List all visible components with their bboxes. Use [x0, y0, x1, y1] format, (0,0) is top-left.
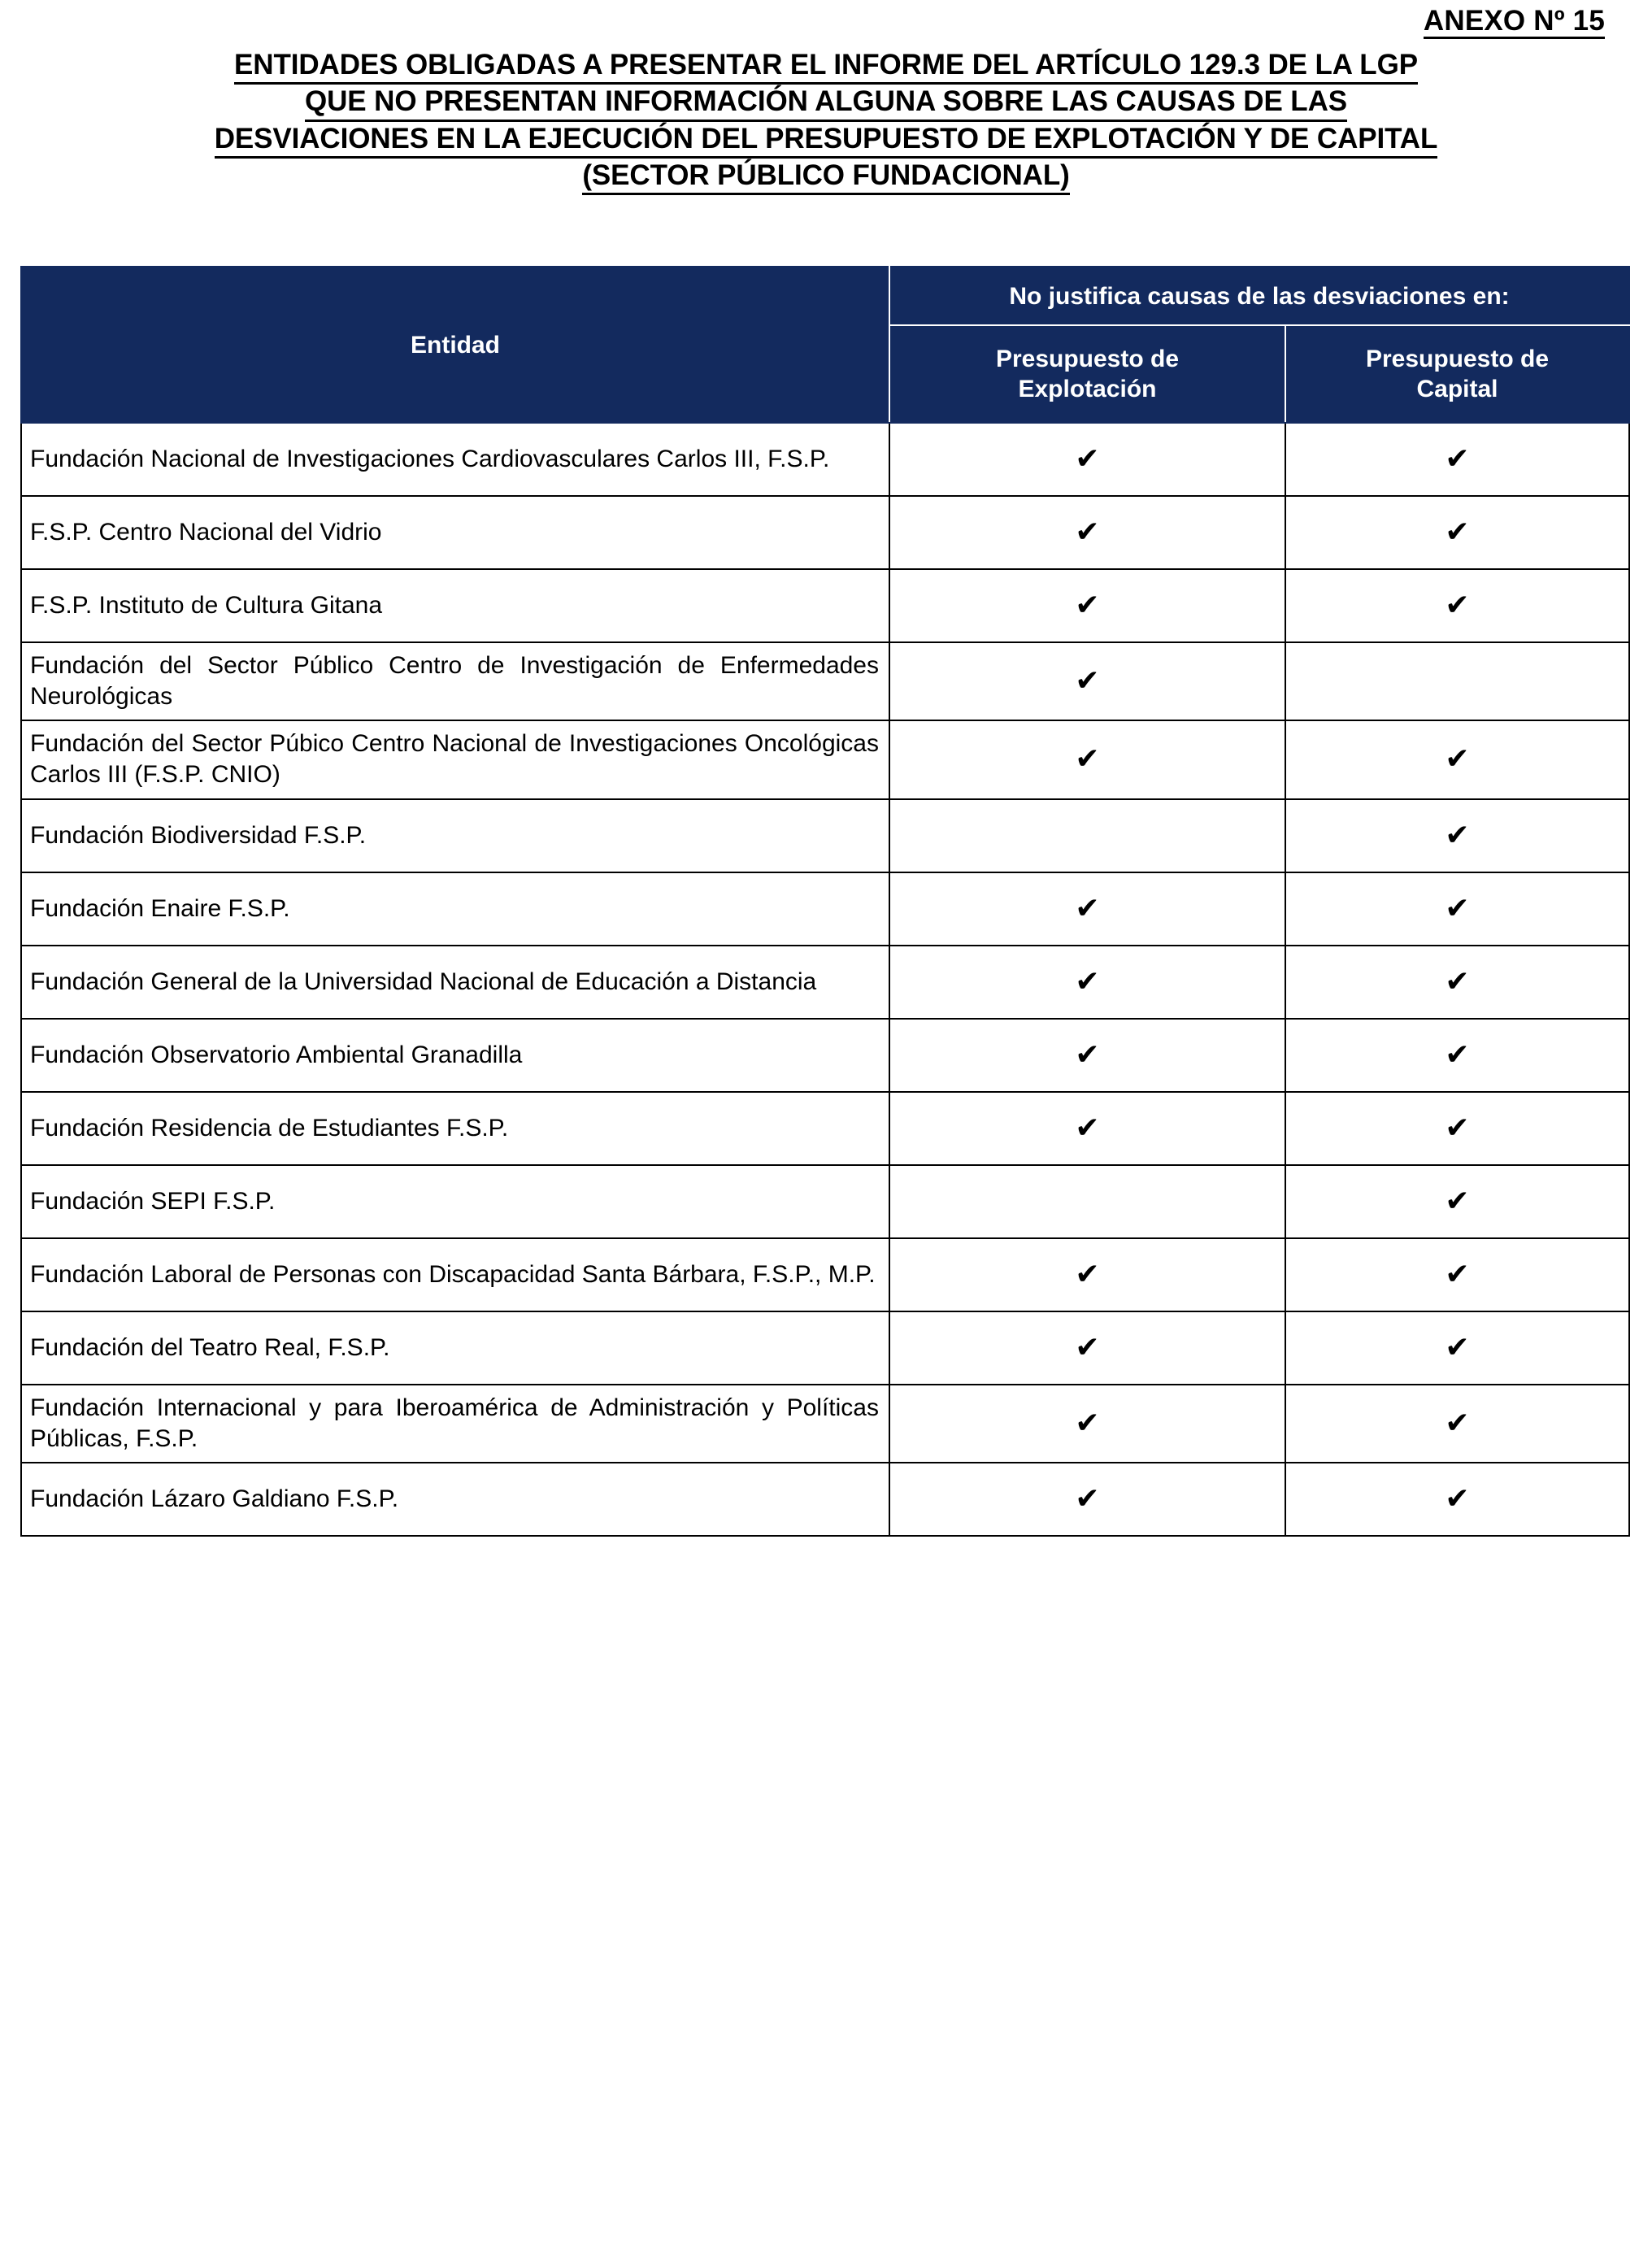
title-line-2-text: QUE NO PRESENTAN INFORMACIÓN ALGUNA SOBRE LAS CAUSAS DE LAS [305, 85, 1347, 121]
check-icon: ✔ [1445, 1037, 1470, 1072]
cell-entity-name: Fundación Nacional de Investigaciones Cardiovasculares Carlos III, F.S.P. [21, 423, 889, 496]
entities-table [20, 266, 1630, 1537]
title-line-4 [20, 159, 1632, 195]
column-header-entidad: Entidad [21, 267, 889, 423]
check-icon: ✔ [1075, 1481, 1100, 1516]
check-icon: ✔ [1445, 891, 1470, 925]
column-header-group: No justifica causas de las desviaciones en: [889, 267, 1629, 325]
anexo-number [20, 0, 1632, 39]
table-row [21, 872, 1629, 946]
cell-entity-name: Fundación SEPI F.S.P. [21, 1165, 889, 1238]
cell-entity-name: F.S.P. Centro Nacional del Vidrio [21, 496, 889, 569]
cell-presupuesto-explotacion [889, 1311, 1285, 1385]
cell-presupuesto-explotacion [889, 799, 1285, 872]
check-icon: ✔ [1445, 515, 1470, 550]
cell-entity-name: Fundación Residencia de Estudiantes F.S.P. [21, 1092, 889, 1165]
cell-presupuesto-capital [1285, 720, 1629, 798]
check-icon: ✔ [1075, 1037, 1100, 1072]
check-icon: ✔ [1075, 891, 1100, 925]
cell-presupuesto-capital [1285, 496, 1629, 569]
title-line-1 [20, 48, 1632, 85]
title-line-3 [20, 122, 1632, 159]
check-icon: ✔ [1445, 1406, 1470, 1440]
cell-entity-name: Fundación Enaire F.S.P. [21, 872, 889, 946]
cell-presupuesto-capital [1285, 569, 1629, 642]
cell-presupuesto-capital [1285, 1238, 1629, 1311]
cell-presupuesto-capital [1285, 1092, 1629, 1165]
cell-presupuesto-explotacion [889, 569, 1285, 642]
check-icon: ✔ [1445, 1111, 1470, 1145]
cell-entity-name: Fundación del Sector Púbico Centro Nacional de Investigaciones Oncológicas Carlos III (F.S.P. CNIO) [21, 720, 889, 798]
cell-presupuesto-explotacion [889, 1092, 1285, 1165]
check-icon: ✔ [1075, 1406, 1100, 1440]
check-icon: ✔ [1445, 818, 1470, 852]
cell-presupuesto-capital [1285, 1019, 1629, 1092]
column-header-presupuesto-explotacion [889, 325, 1285, 423]
check-icon: ✔ [1075, 664, 1100, 698]
check-icon: ✔ [1445, 964, 1470, 998]
cell-presupuesto-capital [1285, 1385, 1629, 1463]
cell-presupuesto-capital [1285, 799, 1629, 872]
check-icon: ✔ [1075, 442, 1100, 476]
title-line-1-text: ENTIDADES OBLIGADAS A PRESENTAR EL INFORME DEL ARTÍCULO 129.3 DE LA LGP [234, 48, 1418, 85]
cell-presupuesto-capital [1285, 1463, 1629, 1536]
column-header-explotacion-line1: Presupuesto de [995, 346, 1180, 372]
cell-entity-name: Fundación Observatorio Ambiental Granadilla [21, 1019, 889, 1092]
table-row [21, 1311, 1629, 1385]
anexo-number-text: ANEXO Nº 15 [1424, 7, 1605, 39]
check-icon: ✔ [1075, 1111, 1100, 1145]
cell-presupuesto-capital [1285, 1165, 1629, 1238]
check-icon: ✔ [1075, 1257, 1100, 1291]
cell-entity-name: Fundación del Sector Público Centro de Investigación de Enfermedades Neurológicas [21, 642, 889, 720]
check-icon: ✔ [1075, 1330, 1100, 1364]
cell-presupuesto-explotacion [889, 1019, 1285, 1092]
title-line-4-text: (SECTOR PÚBLICO FUNDACIONAL) [582, 159, 1069, 195]
column-header-presupuesto-capital [1285, 325, 1629, 423]
title-line-2 [20, 85, 1632, 121]
table-header-row-1 [21, 267, 1629, 325]
table-row [21, 1165, 1629, 1238]
column-header-capital-line1: Presupuesto de [1365, 346, 1550, 372]
check-icon: ✔ [1075, 964, 1100, 998]
cell-presupuesto-explotacion [889, 1238, 1285, 1311]
check-icon: ✔ [1445, 1481, 1470, 1516]
check-icon: ✔ [1445, 1330, 1470, 1364]
cell-presupuesto-capital [1285, 1311, 1629, 1385]
cell-entity-name: Fundación del Teatro Real, F.S.P. [21, 1311, 889, 1385]
cell-presupuesto-capital [1285, 872, 1629, 946]
check-icon: ✔ [1445, 442, 1470, 476]
check-icon: ✔ [1445, 1257, 1470, 1291]
cell-presupuesto-explotacion [889, 496, 1285, 569]
cell-presupuesto-explotacion [889, 1463, 1285, 1536]
cell-presupuesto-explotacion [889, 1165, 1285, 1238]
check-icon: ✔ [1445, 742, 1470, 776]
cell-entity-name: F.S.P. Instituto de Cultura Gitana [21, 569, 889, 642]
table-row [21, 1238, 1629, 1311]
cell-entity-name: Fundación Lázaro Galdiano F.S.P. [21, 1463, 889, 1536]
column-header-explotacion-line2: Explotación [1018, 376, 1157, 403]
cell-presupuesto-capital [1285, 423, 1629, 496]
cell-presupuesto-capital [1285, 946, 1629, 1019]
check-icon: ✔ [1445, 1184, 1470, 1218]
cell-presupuesto-explotacion [889, 946, 1285, 1019]
cell-entity-name: Fundación Laboral de Personas con Discapacidad Santa Bárbara, F.S.P., M.P. [21, 1238, 889, 1311]
table-row [21, 1385, 1629, 1463]
cell-presupuesto-explotacion [889, 642, 1285, 720]
cell-presupuesto-explotacion [889, 1385, 1285, 1463]
cell-entity-name: Fundación Biodiversidad F.S.P. [21, 799, 889, 872]
table-row [21, 642, 1629, 720]
table-row [21, 799, 1629, 872]
table-body [21, 423, 1629, 1536]
cell-presupuesto-explotacion [889, 872, 1285, 946]
table-row [21, 720, 1629, 798]
cell-presupuesto-explotacion [889, 423, 1285, 496]
check-icon: ✔ [1075, 589, 1100, 623]
cell-entity-name: Fundación General de la Universidad Nacional de Educación a Distancia [21, 946, 889, 1019]
check-icon: ✔ [1075, 742, 1100, 776]
table-row [21, 569, 1629, 642]
table-row [21, 423, 1629, 496]
column-header-capital-line2: Capital [1416, 376, 1498, 403]
table-row [21, 1092, 1629, 1165]
table-row [21, 496, 1629, 569]
cell-entity-name: Fundación Internacional y para Iberoamérica de Administración y Políticas Públicas, F.S.P. [21, 1385, 889, 1463]
entities-table-wrapper [20, 266, 1628, 1537]
check-icon: ✔ [1445, 589, 1470, 623]
table-row [21, 1463, 1629, 1536]
check-icon: ✔ [1075, 515, 1100, 550]
cell-presupuesto-explotacion [889, 720, 1285, 798]
table-row [21, 1019, 1629, 1092]
table-row [21, 946, 1629, 1019]
title-line-3-text: DESVIACIONES EN LA EJECUCIÓN DEL PRESUPUESTO DE EXPLOTACIÓN Y DE CAPITAL [215, 122, 1438, 159]
document-title [20, 48, 1632, 195]
cell-presupuesto-capital [1285, 642, 1629, 720]
table-header [21, 267, 1629, 423]
